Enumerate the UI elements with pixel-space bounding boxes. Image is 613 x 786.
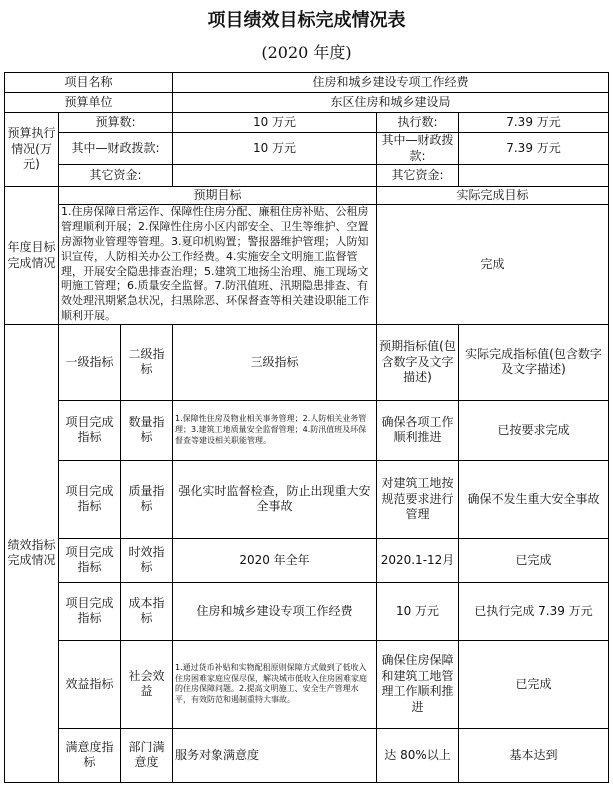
indicator-actual: 确保不发生重大安全事故 <box>459 460 609 538</box>
fiscal-label: 其中—财政拨款: <box>59 133 173 165</box>
actual-goal-text: 完成 <box>377 205 609 325</box>
table-row <box>5 640 609 728</box>
indicator-level2: 数量指标 <box>121 400 173 460</box>
indicator-level2: 部门满意度 <box>121 728 173 782</box>
table-row <box>5 73 609 93</box>
project-name: 住房和城乡建设专项工作经费 <box>173 73 609 93</box>
indicator-actual: 已完成 <box>459 538 609 582</box>
indicator-expected: 10 万元 <box>377 582 459 640</box>
annual-section-label: 年度目标完成情况 <box>5 187 59 325</box>
indicator-level3: 服务对象满意度 <box>173 728 377 782</box>
header-level2: 二级指标 <box>121 324 173 400</box>
indicator-section-label: 绩效指标完成情况 <box>5 324 59 782</box>
indicator-level3: 1.通过货币补贴和实物配租原则保障方式做到了低收入住房困难家庭应保尽保，解决城市低收入住房困难家庭的住房保障问题。2.提高文明施工、安全生产管理水平，有效防范和遏制重特大事故。 <box>173 640 377 728</box>
fiscal-budget: 10 万元 <box>173 133 377 165</box>
indicator-level1: 项目完成指标 <box>59 582 121 640</box>
expected-header: 预期目标 <box>59 187 377 205</box>
indicator-expected: 达 80%以上 <box>377 728 459 782</box>
page-title: 项目绩效目标完成情况表 <box>207 10 406 31</box>
other-budget <box>173 165 377 187</box>
table-row <box>5 187 609 205</box>
indicator-expected: 2020.1-12月 <box>377 538 459 582</box>
indicator-level1: 项目完成指标 <box>59 460 121 538</box>
table-row <box>5 165 609 187</box>
fiscal-exec-label: 其中—财政拨款: <box>377 133 459 165</box>
indicator-expected: 确保各项工作顺利推进 <box>377 400 459 460</box>
indicator-actual: 已按要求完成 <box>459 400 609 460</box>
indicator-level1: 项目完成指标 <box>59 538 121 582</box>
table-row <box>5 205 609 325</box>
actual-header: 实际完成目标 <box>377 187 609 205</box>
indicator-level3: 1.保障性住房及物业相关事务管理；2.人防相关业务管理；3.建筑工地质量安全监督管理；4.防汛值班及环保督查等建设相关职能管理。 <box>173 400 377 460</box>
indicator-expected: 确保住房保障和建筑工地管理工作顺利推进 <box>377 640 459 728</box>
indicator-actual: 已完成 <box>459 640 609 728</box>
indicator-actual: 基本达到 <box>459 728 609 782</box>
table-row <box>5 538 609 582</box>
header-expected: 预期指标值(包含数字及文字描述) <box>377 324 459 400</box>
indicator-level2: 成本指标 <box>121 582 173 640</box>
expected-goal-text: 1.住房保障日常运作、保障性住房分配、廉租住房补贴、公租房管理顺利开展；2.保障性住房小区内部安全、卫生等维护、空置房源物业管理等管理。3.夏印机购置；警报器维护管理；人防知识宣传，人防相关办公工作经费。4.实施安全文明施工监督管理，开展安全隐患排查治理；5.建筑工地扬尘治理、施工现场文明施工管理；6.质量安全监督。7.防汛值班、汛期隐患排查、有效处理汛期紧急状况，扫黑除恶、环保督查等相关建设职能工作顺利开展。 <box>59 205 377 325</box>
other-label: 其它资金: <box>59 165 173 187</box>
other-exec-label: 其它资金: <box>377 165 459 187</box>
indicator-actual: 已执行完成 7.39 万元 <box>459 582 609 640</box>
table-row <box>5 133 609 165</box>
indicator-level3: 2020 年全年 <box>173 538 377 582</box>
budget-label: 预算数: <box>59 113 173 133</box>
table-row <box>5 582 609 640</box>
indicator-level2: 时效指标 <box>121 538 173 582</box>
performance-table <box>4 72 609 783</box>
table-row <box>5 93 609 113</box>
other-exec <box>459 165 609 187</box>
indicator-level1: 项目完成指标 <box>59 400 121 460</box>
project-name-label: 项目名称 <box>5 73 173 93</box>
table-row <box>5 324 609 400</box>
unit: 东区住房和城乡建设局 <box>173 93 609 113</box>
budget-value: 10 万元 <box>173 113 377 133</box>
indicator-expected: 对建筑工地按规范要求进行管理 <box>377 460 459 538</box>
indicator-level1: 效益指标 <box>59 640 121 728</box>
header-level3: 三级指标 <box>173 324 377 400</box>
indicator-level2: 社会效益 <box>121 640 173 728</box>
table-row <box>5 113 609 133</box>
header-actual: 实际完成指标值(包含数字及文字描述) <box>459 324 609 400</box>
indicator-level3: 强化实时监督检查，防止出现重大安全事故 <box>173 460 377 538</box>
indicator-level2: 质量指标 <box>121 460 173 538</box>
budget-section-label: 预算执行情况(万元) <box>5 113 59 187</box>
table-row <box>5 728 609 782</box>
indicator-level1: 满意度指标 <box>59 728 121 782</box>
exec-value: 7.39 万元 <box>459 113 609 133</box>
header-level1: 一级指标 <box>59 324 121 400</box>
table-row <box>5 460 609 538</box>
exec-label: 执行数: <box>377 113 459 133</box>
indicator-level3: 住房和城乡建设专项工作经费 <box>173 582 377 640</box>
page-subtitle-year: (2020 年度) <box>261 43 352 62</box>
unit-label: 预算单位 <box>5 93 173 113</box>
table-row <box>5 400 609 460</box>
fiscal-exec: 7.39 万元 <box>459 133 609 165</box>
